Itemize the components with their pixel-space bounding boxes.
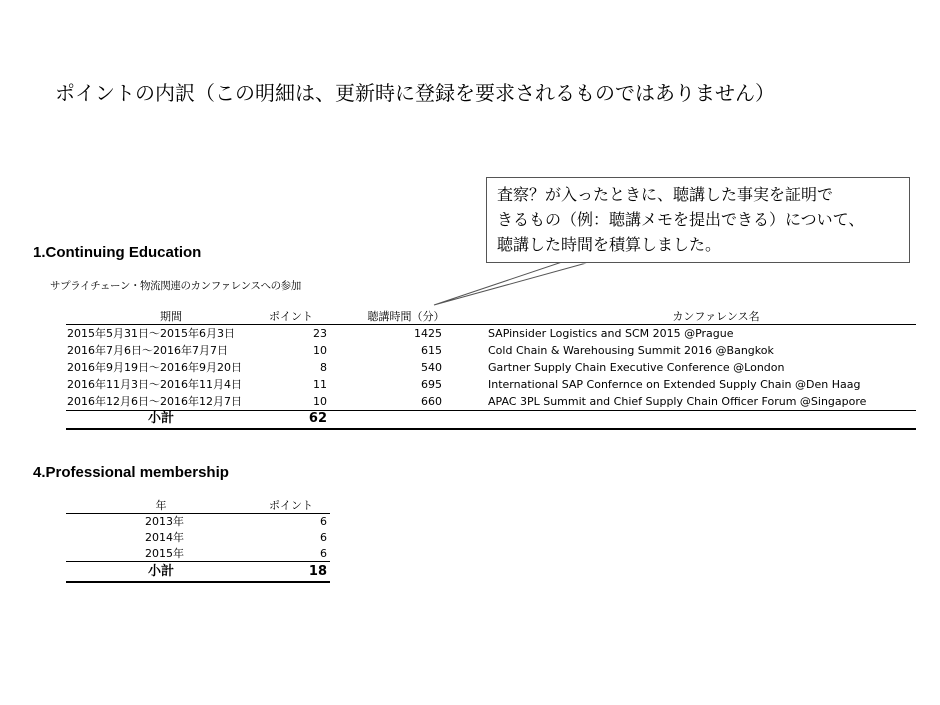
table-row <box>66 359 916 376</box>
row-year: 2015年 <box>145 547 184 560</box>
row-year: 2013年 <box>145 515 184 528</box>
table-header-row <box>66 497 330 514</box>
row-minutes: 660 <box>421 395 442 408</box>
table-bottom-border <box>66 428 916 430</box>
continuing-education-table <box>66 308 916 430</box>
row-points: 6 <box>320 531 327 544</box>
row-minutes: 695 <box>421 378 442 391</box>
page-title: ポイントの内訳（この明細は、更新時に登録を要求されるものではありません） <box>55 81 775 105</box>
table-row <box>66 529 330 546</box>
row-period: 2016年12月6日～2016年12月7日 <box>67 395 242 408</box>
row-year: 2014年 <box>145 531 184 544</box>
row-period: 2016年9月19日～2016年9月20日 <box>67 361 242 374</box>
row-minutes: 615 <box>421 344 442 357</box>
row-conference: SAPinsider Logistics and SCM 2015 @Prague <box>488 327 734 340</box>
row-period: 2015年5月31日～2015年6月3日 <box>67 327 235 340</box>
row-points: 6 <box>320 547 327 560</box>
subtotal-value: 62 <box>308 411 327 426</box>
table-row <box>66 325 916 342</box>
table-row <box>66 376 916 393</box>
subtotal-value: 18 <box>308 564 327 579</box>
row-points: 6 <box>320 515 327 528</box>
callout-box <box>486 177 910 263</box>
row-period: 2016年7月6日～2016年7月7日 <box>67 344 228 357</box>
row-period: 2016年11月3日～2016年11月4日 <box>67 378 242 391</box>
subtotal-row <box>66 410 916 428</box>
table-row <box>66 342 916 359</box>
section-subheading: サプライチェーン・物流関連のカンファレンスへの参加 <box>50 280 301 292</box>
header-points: ポイント <box>269 499 313 512</box>
row-minutes: 1425 <box>414 327 442 340</box>
section-heading-continuing-education: 1.Continuing Education <box>33 244 202 261</box>
table-header-row <box>66 308 916 325</box>
subtotal-label: 小計 <box>147 411 174 426</box>
row-conference: Cold Chain & Warehousing Summit 2016 @Bangkok <box>488 344 774 357</box>
table-bottom-border <box>66 581 330 583</box>
row-conference: APAC 3PL Summit and Chief Supply Chain Officer Forum @Singapore <box>488 395 867 408</box>
callout-line-1: 査察？が入ったときに、聴講した事実を証明で <box>497 185 834 204</box>
table-row <box>66 513 330 530</box>
row-conference: Gartner Supply Chain Executive Conference @London <box>488 361 785 374</box>
table-row <box>66 393 916 410</box>
row-points: 10 <box>313 344 327 357</box>
header-period: 期間 <box>160 310 182 323</box>
header-minutes: 聴講時間（分） <box>367 310 445 323</box>
row-conference: International SAP Confernce on Extended Supply Chain @Den Haag <box>488 378 861 391</box>
membership-table <box>66 497 330 585</box>
subtotal-row <box>66 562 330 581</box>
subtotal-label: 小計 <box>147 564 174 579</box>
row-points: 10 <box>313 395 327 408</box>
callout-line-3: 聴講した時間を積算しました。 <box>497 235 722 254</box>
header-conference: カンファレンス名 <box>672 310 760 323</box>
header-year: 年 <box>155 499 167 512</box>
callout-pointer-shape <box>434 262 590 305</box>
section-heading-professional-membership: 4.Professional membership <box>33 464 229 481</box>
table-row <box>66 545 330 562</box>
header-points: ポイント <box>269 310 313 323</box>
row-points: 23 <box>313 327 327 340</box>
row-minutes: 540 <box>421 361 442 374</box>
row-points: 11 <box>313 378 327 391</box>
callout-line-2: きるもの（例：聴講メモを提出できる）について、 <box>497 210 865 229</box>
row-points: 8 <box>320 361 327 374</box>
